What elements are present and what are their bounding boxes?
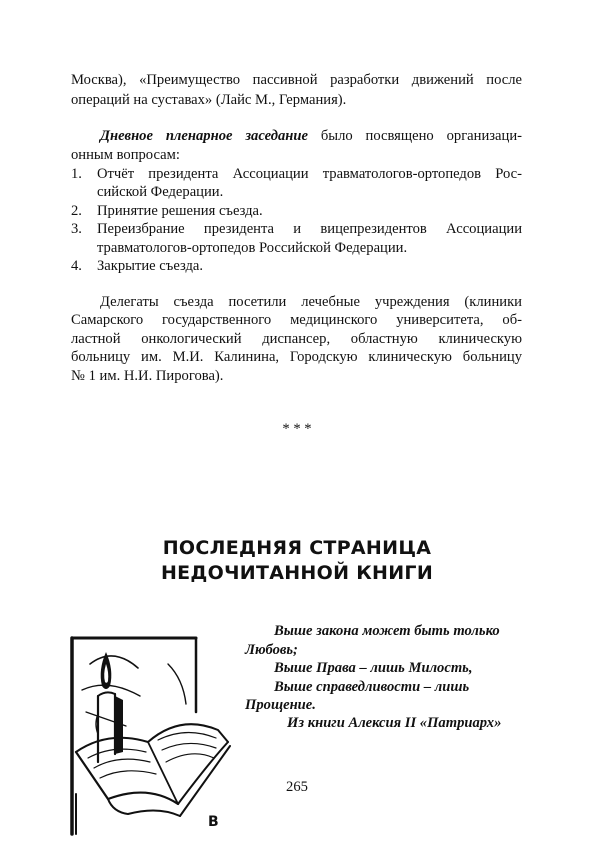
epigraph-line-2: Любовь; [245, 642, 298, 658]
book-candle-illustration [68, 634, 238, 841]
agenda-item-text: сийской Федерации. [97, 184, 224, 200]
epigraph-line-1: Выше закона может быть только [274, 623, 500, 639]
delegates-line: ластной онкологический диспансер, областную клиническую [71, 331, 522, 347]
intro-line-1: Москва), «Преимущество пассивной разработки движений после [71, 72, 522, 88]
book-candle-drawing [68, 634, 238, 841]
plenary-line-1 [71, 127, 522, 145]
agenda-number: 3. [71, 221, 82, 237]
page-number: 265 [286, 779, 308, 795]
agenda-number: 2. [71, 203, 82, 219]
epigraph-line-5: Прощение. [245, 697, 316, 713]
agenda-number: 4. [71, 258, 82, 274]
agenda-item-text: Закрытие съезда. [97, 258, 204, 274]
epigraph-source: Из книги Алексия II «Патриарх» [287, 715, 502, 731]
article-title-line-2: НЕДОЧИТАННОЙ КНИГИ [160, 562, 434, 584]
agenda-number: 1. [71, 166, 82, 182]
epigraph-line-3: Выше Права – лишь Милость, [274, 660, 473, 676]
plenary-line-2: онным вопросам: [71, 147, 180, 163]
illustrator-monogram: В [208, 814, 219, 830]
article-title-line-1: ПОСЛЕДНЯЯ СТРАНИЦА [162, 537, 432, 559]
delegates-line: больницу им. М.И. Калинина, Городскую клиническую больницу [71, 349, 522, 365]
section-separator: * * * [282, 421, 312, 437]
agenda-item-text: Отчёт президента Ассоциации травматологов-ортопедов Рос- [97, 166, 522, 182]
plenary-text: было посвящено организаци- [307, 128, 522, 144]
intro-line-2: операций на суставах» (Лайс М., Германия). [71, 92, 347, 108]
epigraph-line-4: Выше справедливости – лишь [274, 679, 470, 695]
delegates-line: № 1 им. Н.И. Пирогова). [71, 368, 224, 384]
plenary-label: Дневное пленарное заседание [100, 128, 308, 144]
agenda-item-text: Принятие решения съезда. [97, 203, 263, 219]
delegates-line: Самарского государственного медицинского университета, об- [71, 312, 522, 328]
agenda-item-text: травматологов-ортопедов Российской Федерации. [97, 240, 408, 256]
agenda-item-text: Переизбрание президента и вицепрезидентов Ассоциации [97, 221, 522, 237]
delegates-line: Делегаты съезда посетили лечебные учреждения (клиники [100, 294, 522, 310]
